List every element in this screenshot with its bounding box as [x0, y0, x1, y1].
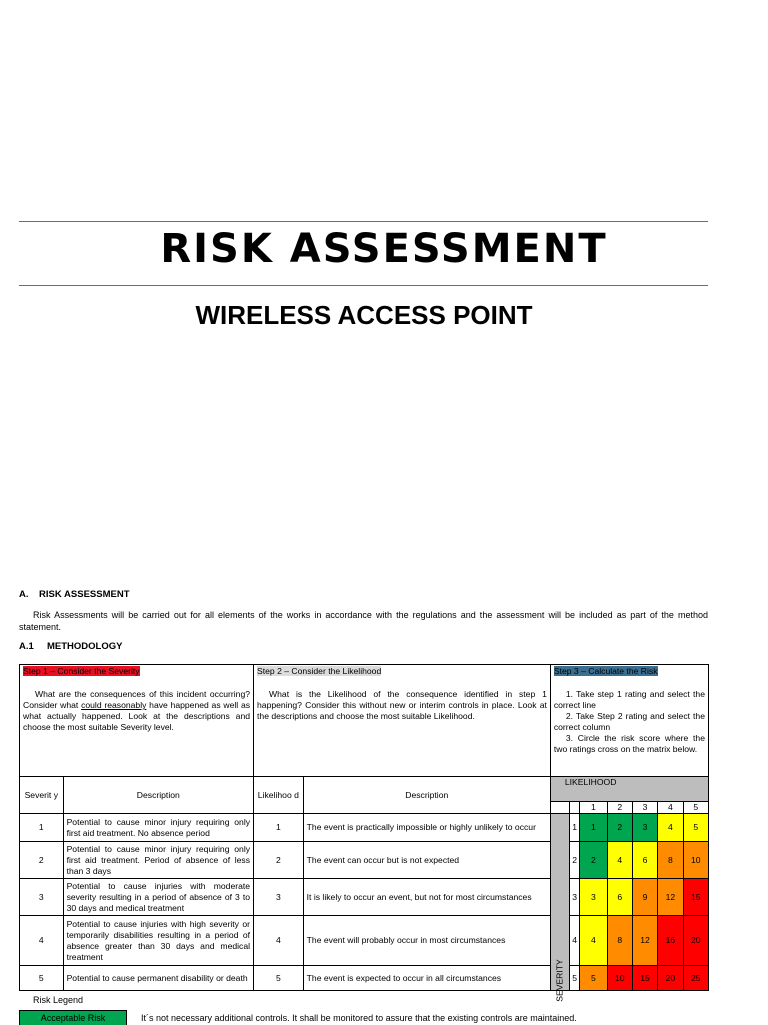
matrix-col-4: 4 — [658, 802, 683, 814]
severity-description: Potential to cause minor injury requiring only first aid treatment. Period of absence of less than 3 days — [63, 842, 253, 879]
severity-value: 5 — [20, 966, 64, 991]
risk-score: 12 — [658, 879, 683, 916]
step3-line1: 1. Take step 1 rating and select the correct line — [553, 689, 705, 710]
risk-score: 3 — [632, 814, 657, 842]
matrix-row-label: 1 — [570, 814, 580, 842]
step3-cell — [550, 665, 708, 777]
risk-score: 8 — [658, 842, 683, 879]
risk-score: 3 — [580, 879, 607, 916]
matrix-col-5: 5 — [683, 802, 709, 814]
severity-description-header: Description — [63, 777, 253, 814]
risk-score: 6 — [632, 842, 657, 879]
risk-score: 5 — [580, 966, 607, 991]
likelihood-header: Likelihoo d — [254, 777, 304, 814]
likelihood-description: The event is practically impossible or highly unlikely to occur — [303, 814, 550, 842]
step2-title: Step 2 – Consider the Likelihood — [257, 666, 382, 676]
matrix-corner-b — [570, 802, 580, 814]
matrix-col-1: 1 — [580, 802, 607, 814]
matrix-row-label: 4 — [570, 916, 580, 966]
step1-cell — [20, 665, 254, 777]
page-title: RISK ASSESSMENT — [160, 226, 608, 272]
section-a1-heading: A.1 METHODOLOGY — [19, 641, 123, 652]
section-a-text: Risk Assessments will be carried out for all elements of the works in accordance with the regulations and the assessment will be included as part of the method statement. — [19, 610, 708, 632]
risk-score: 5 — [683, 814, 709, 842]
risk-score: 12 — [632, 916, 657, 966]
matrix-row-label: 3 — [570, 879, 580, 916]
risk-score: 4 — [658, 814, 683, 842]
risk-score: 25 — [683, 966, 709, 991]
likelihood-value: 3 — [254, 879, 304, 916]
likelihood-value: 1 — [254, 814, 304, 842]
risk-score: 10 — [683, 842, 709, 879]
page-subtitle: WIRELESS ACCESS POINT — [195, 300, 533, 330]
likelihood-value: 2 — [254, 842, 304, 879]
step2-cell — [254, 665, 551, 777]
step3-line3: 3. Circle the risk score where the two ratings cross on the matrix below. — [553, 733, 705, 754]
severity-description: Potential to cause injuries with high severity or temporarily disabilities resulting in a period of absence greater than 30 days and medical treatment — [63, 916, 253, 966]
risk-score: 6 — [607, 879, 632, 916]
risk-score: 1 — [580, 814, 607, 842]
severity-description: Potential to cause minor injury requiring only first aid treatment. No absence period — [63, 814, 253, 842]
risk-score: 2 — [580, 842, 607, 879]
step3-title: Step 3 – Calculate the Risk — [553, 666, 658, 676]
likelihood-description-header: Description — [303, 777, 550, 814]
likelihood-value: 5 — [254, 966, 304, 991]
risk-score: 4 — [607, 842, 632, 879]
matrix-likelihood-header: LIKELIHOOD — [550, 777, 708, 802]
severity-description: Potential to cause permanent disability or death — [63, 966, 253, 991]
matrix-col-2: 2 — [607, 802, 632, 814]
risk-score: 4 — [580, 916, 607, 966]
severity-value: 3 — [20, 879, 64, 916]
risk-score: 10 — [607, 966, 632, 991]
severity-header: Severit y — [20, 777, 64, 814]
severity-description: Potential to cause injuries with moderate severity resulting in a period of absence of 3 to 30 days and medical treatment — [63, 879, 253, 916]
risk-score: 20 — [658, 966, 683, 991]
matrix-row-label: 2 — [570, 842, 580, 879]
severity-value: 1 — [20, 814, 64, 842]
title-rule-top — [19, 221, 708, 222]
step2-text: What is the Likelihood of the consequence identified in step 1 happening? Consider this without new or interim controls in place. Look at the descriptions and choose the most suitable Likelihood. — [257, 689, 547, 721]
matrix-severity-label: SEVERITY — [550, 814, 569, 991]
acceptable-risk-badge: Acceptable Risk — [19, 1010, 127, 1025]
title-rule-bottom — [19, 285, 708, 286]
matrix-row-label: 5 — [570, 966, 580, 991]
severity-value: 2 — [20, 842, 64, 879]
matrix-corner — [550, 802, 569, 814]
likelihood-description: The event can occur but is not expected — [303, 842, 550, 879]
section-a-heading: A. RISK ASSESSMENT — [19, 589, 130, 600]
risk-score: 2 — [607, 814, 632, 842]
risk-legend-label: Risk Legend — [33, 995, 84, 1005]
risk-score: 15 — [632, 966, 657, 991]
risk-score: 9 — [632, 879, 657, 916]
step3-line2: 2. Take Step 2 rating and select the correct column — [553, 711, 705, 732]
risk-score: 15 — [683, 879, 709, 916]
step1-text: What are the consequences of this incident occurring? Consider what could reasonably have happened as well as what actually happened. Look at the descriptions and choose the most suitable Severity level. — [23, 689, 251, 732]
step1-title: Step 1 – Consider the Severity — [23, 666, 140, 676]
risk-score: 8 — [607, 916, 632, 966]
likelihood-description: The event will probably occur in most circumstances — [303, 916, 550, 966]
risk-score: 20 — [683, 916, 709, 966]
acceptable-risk-text: It´s not necessary additional controls. It shall be monitored to assure that the existing controls are maintained. — [141, 1013, 577, 1023]
likelihood-description: The event is expected to occur in all circumstances — [303, 966, 550, 991]
likelihood-value: 4 — [254, 916, 304, 966]
risk-score: 16 — [658, 916, 683, 966]
severity-value: 4 — [20, 916, 64, 966]
likelihood-description: It is likely to occur an event, but not for most circumstances — [303, 879, 550, 916]
matrix-col-3: 3 — [632, 802, 657, 814]
